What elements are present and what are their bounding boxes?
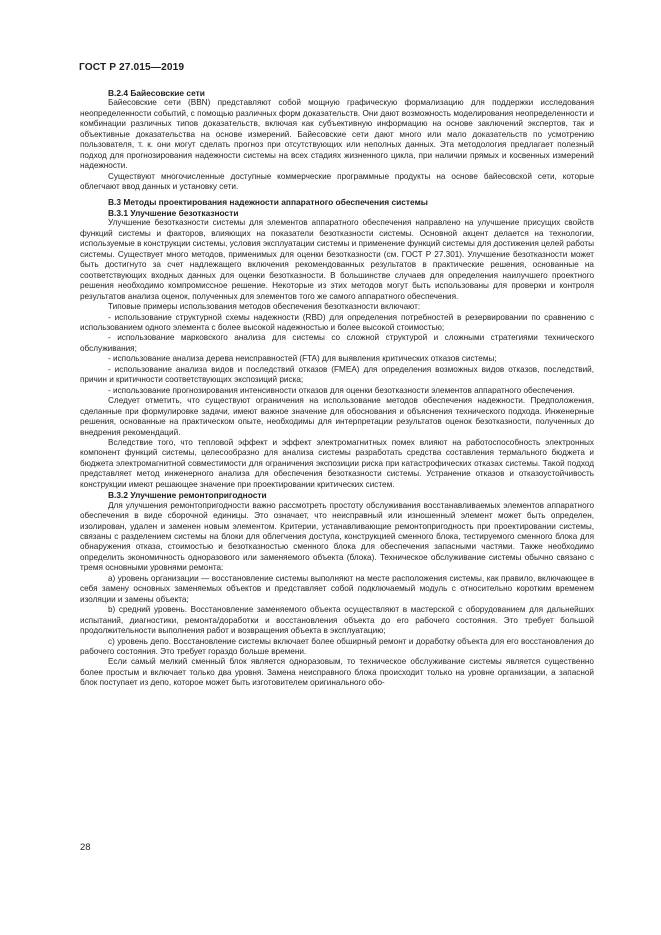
section-heading-b3: В.3 Методы проектирования надежности аппаратного обеспечения системы [108,196,428,207]
paragraph: Следует отметить, что существуют ограничения на использование методов обеспечения надежности. Предположения, сделанные при формулировке задачи, имеют важное значение для обоснования и объяснения технического подхода. Инженерные решения, основанные на практическом опыте, необходимы для интерпретации результатов оценок безотказности, полученных до внедрения рекомендаций. [80,396,594,437]
list-item: а) уровень организации — восстановление системы выполняют на месте расположения системы, как правило, включающее в себя замену основных заменяемых объектов и представляет собой подключаемый модуль с относительно коротким временем изоляции и замены объекта; [80,573,594,604]
page-number: 28 [80,842,91,853]
section-heading-b31: В.3.1 Улучшение безотказности [108,207,239,218]
list-item: - использование анализа видов и последствий отказов (FMEA) для определения возможных видов отказов, последствий, причин и критичности соответствующих экспозиций риска; [80,364,594,385]
paragraph: Для улучшения ремонтопригодности важно рассмотреть простоту обслуживания восстанавливаемых элементов аппаратного обеспечения в виде сборочной единицы. Это означает, что неисправный или изношенный элемент может быть определен, изолирован, удален и заменен новым элементом. Критерии, устанавливающие ремонтопригодность при проектировании системы, связаны с разделением системы на блоки для облегчения доступа, конструкцией сменного блока, тестируемого сменного блока для обнаружения отказа, стоимостью и безотказностью сменного блока для обеспечения запасными частями. Также необходимо определить экономичность одноразового или заменяемого объекта (блока). Техническое обслуживание системы обычно связано с тремя основными уровнями ремонта: [80,500,594,573]
document-header: ГОСТ Р 27.015—2019 [79,62,185,73]
list-item: - использование прогнозирования интенсивности отказов для оценки безотказности элементов аппаратного обеспечения. [108,385,575,395]
section-heading-b24: В.2.4 Байесовские сети [108,88,205,98]
list-item: - использование структурной схемы надежности (RBD) для определения потребностей в резервировании по сравнению с использованием одного элемента с более высокой надежностью и более высокой стоимостью; [80,312,594,332]
list-item: b) средний уровень. Восстановление заменяемого объекта осуществляют в мастерской с оборудованием для дальнейших испытаний, диагностики, ремонта/доработки и восстановления объекта до его рабочего состояния. Это требует большой продолжительности выполнения работ и возвращения объекта в эксплуатацию; [80,605,594,636]
paragraph: Существуют многочисленные доступные коммерческие программные продукты на основе байесовской сети, которые облегчают ввод данных и установку сети. [80,171,594,192]
list-item: - использование марковского анализа для системы со сложной структурой и сложными стратегиями технического обслуживания; [80,333,594,353]
paragraph: Улучшение безотказности системы для элементов аппаратного обеспечения направлено на улучшение присущих свойств функций системы и факторов, влияющих на показатели безотказности системы. Основной акцент делается на технологии, используемые в конструкции системы, условия эксплуатации системы и применение функций системы для достижения целей работы системы. Существует много методов, применимых для оценки безотказности (см. ГОСТ Р 27.301). Улучшение безотказности может быть достигнуто за счет надлежащего включения рекомендованных результатов в практические решения, основанные на соответствующих входных данных для оценки безотказности. В большинстве случаев для определения наилучшего проектного решения необходимо компромиссное решение. Некоторые из этих методов могут быть использованы для проверки и контроля результатов анализа оценок, полученных для элементов того же самого аппаратного обеспечения. [80,218,594,301]
paragraph: Байесовские сети (BBN) представляют собой мощную графическую формализацию для поддержки исследования неопределенности событий, с помощью различных форм доказательств. Они дают возможность моделирования неопределенности и комбинации различных типов доказательств, включая как субъективную информацию на основе заключений экспертов, так и объективные доказательства на основе измерений. Байесовские сети дают много или мало доказательств по усмотрению пользователя, т. к. они могут сделать прогноз при отсутствующих или неполных данных. Эта методология предлагает полезный подход для прогнозирования надежности системы на всех стадиях жизненного цикла, при наличии прямых и косвенных измерений надежности. [80,98,594,171]
list-item: - использование анализа дерева неисправностей (FTA) для выявления критических отказов системы; [108,354,497,364]
document-body [80,88,594,689]
section-heading-b32: В.3.2 Улучшение ремонтопригодности [108,490,267,501]
paragraph: Вследствие того, что тепловой эффект и эффект электромагнитных помех влияют на работоспособность электронных компонент функций системы, целесообразно для анализа системы разработать средства составления термального бюджета и бюджета электромагнитной совместимости для ограничения экспозиции риска при катастрофических отказах системы. Такой подход представляет метод инженерного анализа для обеспечения безотказности системы. Устранение отказов и отказоустойчивость конструкции имеют решающее значение при проектировании критических систем. [80,437,594,489]
list-item: c) уровень депо. Восстановление системы включает более обширный ремонт и доработку объекта для его восстановления до рабочего состояния. Это требует гораздо больше времени. [80,636,594,657]
paragraph: Если самый мелкий сменный блок является одноразовым, то техническое обслуживание системы является существенно более простым и включает только два уровня. Замена неисправного блока происходит только на уровне организации, а запасной блок поступает из депо, которое может быть изготовителем оригинального обо- [80,657,594,688]
paragraph: Типовые примеры использования методов обеспечения безотказности включают: [108,302,421,312]
